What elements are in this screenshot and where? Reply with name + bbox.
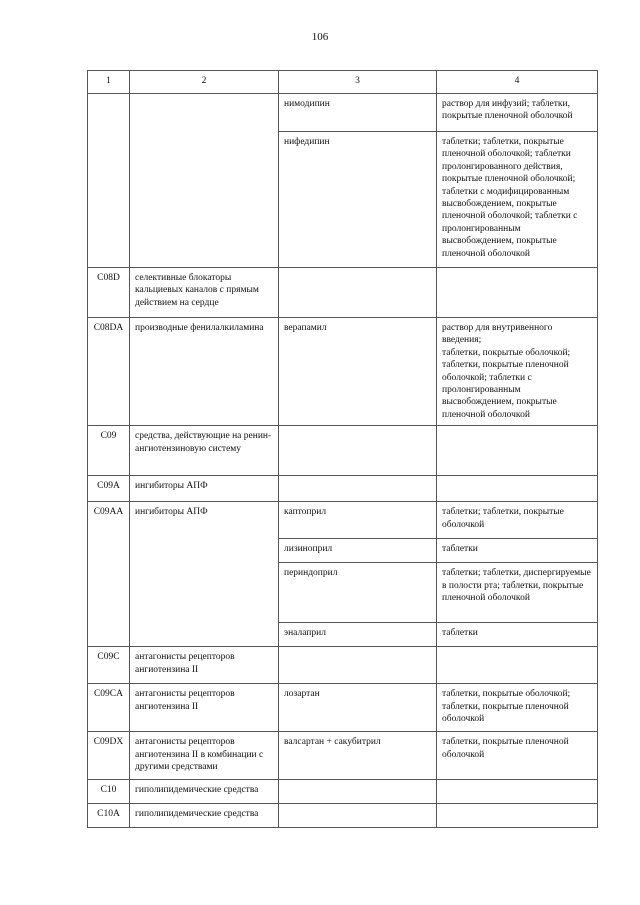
dosage-form-cell: раствор для внутривенного введения; таблетки, покрытые оболочкой; таблетки, покрытые пленочной оболочкой; таблетки с пролонгированным высвобождением, покрытые пленочной оболочкой	[437, 318, 598, 426]
group-name-cell: гиполипидемические средства	[130, 780, 279, 804]
atc-code-cell: C08D	[88, 268, 130, 318]
group-name-cell: ингибиторы АПФ	[130, 476, 279, 502]
table-row	[88, 94, 598, 132]
drug-name-cell: верапамил	[279, 318, 437, 426]
drug-name-cell	[279, 804, 437, 828]
table-row	[88, 426, 598, 476]
drug-name-cell: лозартан	[279, 684, 437, 732]
table-row	[88, 476, 598, 502]
atc-code-cell: C09A	[88, 476, 130, 502]
drug-name-cell	[279, 780, 437, 804]
page-number: 106	[311, 31, 329, 43]
drug-name-cell	[279, 647, 437, 684]
drug-name-cell: периндоприл	[279, 563, 437, 623]
header-col-1: 1	[88, 71, 130, 94]
dosage-form-cell: таблетки	[437, 623, 598, 647]
dosage-form-cell: таблетки; таблетки, диспергируемые в полости рта; таблетки, покрытые пленочной оболочкой	[437, 563, 598, 623]
group-name-cell: ингибиторы АПФ	[130, 502, 279, 647]
header-col-2: 2	[130, 71, 279, 94]
dosage-form-cell: таблетки, покрытые оболочкой; таблетки, покрытые пленочной оболочкой	[437, 684, 598, 732]
drug-name-cell: валсартан + сакубитрил	[279, 732, 437, 780]
table-row	[88, 684, 598, 732]
atc-code-cell: C08DA	[88, 318, 130, 426]
atc-code-cell: C09C	[88, 647, 130, 684]
group-name-cell: антагонисты рецепторов ангиотензина II	[130, 647, 279, 684]
dosage-form-cell	[437, 426, 598, 476]
table-row	[88, 647, 598, 684]
table-row	[88, 268, 598, 318]
dosage-form-cell: таблетки; таблетки, покрытые пленочной оболочкой; таблетки пролонгированного действия, покрытые пленочной оболочкой; таблетки с модифицированным высвобождением, покрытые пленочной оболочкой; таблетки с пролонгированным высвобождением, покрытые пленочной оболочкой	[437, 132, 598, 268]
group-name-cell: антагонисты рецепторов ангиотензина II в комбинации с другими средствами	[130, 732, 279, 780]
dosage-form-cell	[437, 780, 598, 804]
dosage-form-cell	[437, 804, 598, 828]
dosage-form-cell: таблетки	[437, 539, 598, 563]
group-name-cell: производные фенилалкиламина	[130, 318, 279, 426]
group-name-cell: гиполипидемические средства	[130, 804, 279, 828]
table-row	[88, 502, 598, 539]
atc-code-cell: C09AA	[88, 502, 130, 647]
atc-code-cell: C09CA	[88, 684, 130, 732]
atc-code-cell: C10	[88, 780, 130, 804]
group-name-cell	[130, 94, 279, 268]
group-name-cell: средства, действующие на ренин-ангиотензиновую систему	[130, 426, 279, 476]
drug-name-cell: лизиноприл	[279, 539, 437, 563]
atc-code-cell: C09DX	[88, 732, 130, 780]
dosage-form-cell	[437, 647, 598, 684]
dosage-form-cell: таблетки; таблетки, покрытые оболочкой	[437, 502, 598, 539]
drug-name-cell	[279, 476, 437, 502]
header-col-3: 3	[279, 71, 437, 94]
drug-name-cell	[279, 268, 437, 318]
table-row	[88, 780, 598, 804]
drug-name-cell: каптоприл	[279, 502, 437, 539]
atc-code-cell: C09	[88, 426, 130, 476]
group-name-cell: антагонисты рецепторов ангиотензина II	[130, 684, 279, 732]
table-row	[88, 318, 598, 426]
drug-table	[87, 70, 598, 828]
table-row	[88, 804, 598, 828]
atc-code-cell	[88, 94, 130, 268]
header-col-4: 4	[437, 71, 598, 94]
dosage-form-cell	[437, 476, 598, 502]
drug-name-cell	[279, 426, 437, 476]
dosage-form-cell: таблетки, покрытые пленочной оболочкой	[437, 732, 598, 780]
table-row	[88, 732, 598, 780]
dosage-form-cell	[437, 268, 598, 318]
dosage-form-cell: раствор для инфузий; таблетки, покрытые пленочной оболочкой	[437, 94, 598, 132]
drug-name-cell: нимодипин	[279, 94, 437, 132]
drug-name-cell: нифедипин	[279, 132, 437, 268]
drug-name-cell: эналаприл	[279, 623, 437, 647]
atc-code-cell: C10A	[88, 804, 130, 828]
table-header	[88, 71, 598, 94]
group-name-cell: селективные блокаторы кальциевых каналов с прямым действием на сердце	[130, 268, 279, 318]
